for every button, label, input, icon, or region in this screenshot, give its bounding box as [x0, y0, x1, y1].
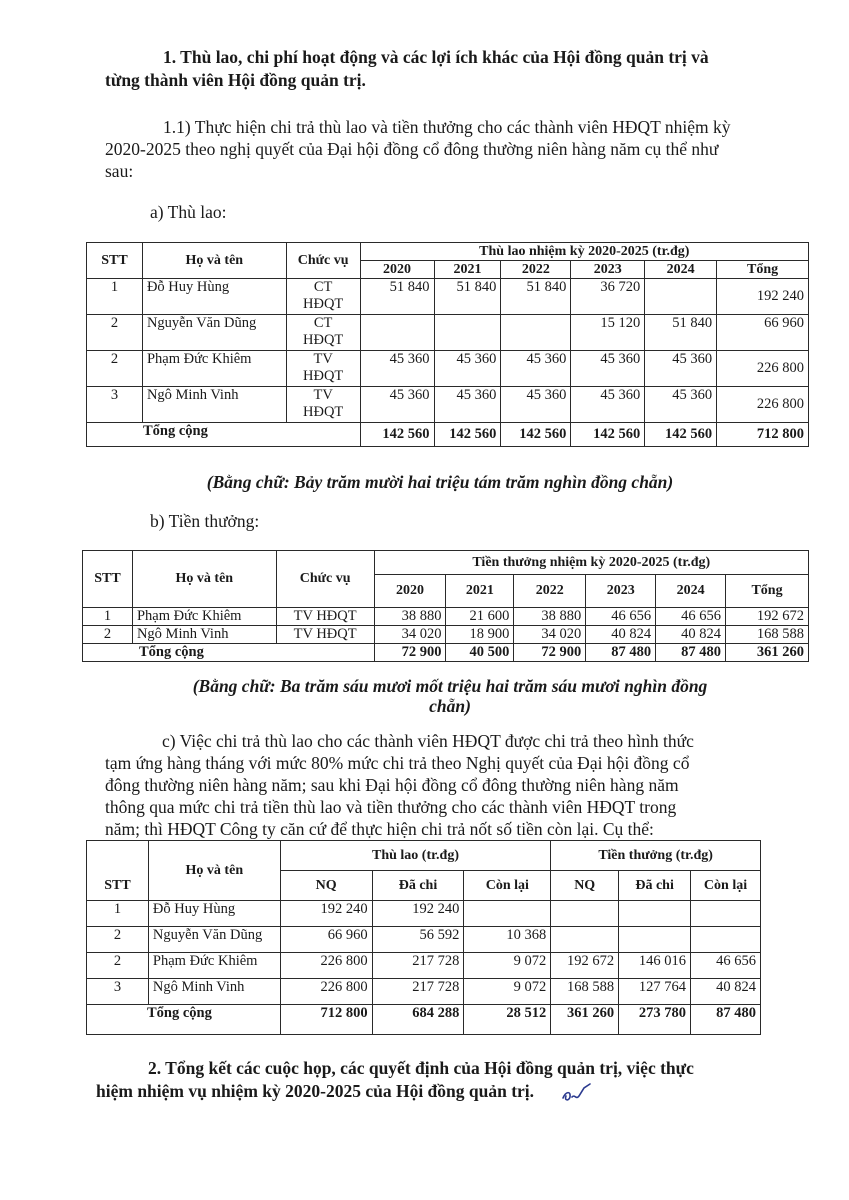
t3-cell-value [619, 927, 691, 953]
paragraph-c-line2: tạm ứng hàng tháng với mức 80% mức chi trả theo Nghị quyết của Đại hội đồng cổ [105, 753, 690, 773]
t1-cell-value [434, 315, 501, 351]
heading-1-line1: 1. Thù lao, chi phí hoạt động và các lợi ích khác của Hội đồng quản trị và [163, 47, 709, 67]
t1-cell-value [360, 315, 434, 351]
t1-cell-role [286, 387, 360, 423]
heading-2-line2: hiệm nhiệm vụ nhiệm kỳ 2020-2025 của Hội đồng quản trị. [96, 1081, 535, 1101]
t1-cell-value: 45 360 [645, 387, 717, 423]
t1-cell-value: 51 840 [434, 279, 501, 315]
t2-cell-name: Phạm Đức Khiêm [132, 608, 276, 626]
t3-cell-stt: 1 [87, 901, 149, 927]
section-b-label: b) Tiền thưởng: [150, 511, 260, 531]
t3-header-remuneration: Thù lao (tr.đg) [280, 841, 551, 871]
t2-cell-value: 34 020 [374, 626, 446, 644]
t3-cell-value [691, 927, 761, 953]
table-row [87, 901, 761, 927]
t1-cell-stt: 2 [87, 315, 143, 351]
t3-cell-value [464, 901, 551, 927]
paragraph-1-1-line3: sau: [105, 161, 134, 181]
t3-sub-paid: Đã chi [619, 871, 691, 901]
t2-header-role: Chức vụ [276, 551, 374, 608]
t1-cell-name: Đỗ Huy Hùng [142, 279, 286, 315]
t3-total-label: Tổng cộng [87, 1005, 281, 1035]
t1-cell-value: 45 360 [360, 351, 434, 387]
role-line: CT [313, 279, 333, 295]
t3-cell-value [691, 901, 761, 927]
t3-cell-value: 168 588 [551, 979, 619, 1005]
t3-sub-paid: Đã chi [372, 871, 464, 901]
t1-cell-value: 45 360 [434, 351, 501, 387]
t3-cell-value: 192 240 [372, 901, 464, 927]
remuneration-table [86, 242, 809, 447]
t2-cell-name: Ngô Minh Vinh [132, 626, 276, 644]
amount-in-words-2-line1: (Bằng chữ: Ba trăm sáu mươi mốt triệu hai trăm sáu mươi nghìn đồng [192, 676, 708, 696]
t1-total-value: 712 800 [717, 423, 809, 447]
t3-sub-remaining: Còn lại [691, 871, 761, 901]
t1-header-role: Chức vụ [286, 243, 360, 279]
paragraph-c-line4: thông qua mức chi trả tiền thù lao và tiền thưởng cho các thành viên HĐQT trong [105, 797, 677, 817]
t2-cell-role: TV HĐQT [276, 608, 374, 626]
table-row [87, 315, 809, 351]
t1-cell-value: 45 360 [501, 351, 571, 387]
t3-header-bonus: Tiền thưởng (tr.đg) [551, 841, 761, 871]
t1-cell-value: 45 360 [360, 387, 434, 423]
t1-total-label: Tổng cộng [87, 423, 361, 447]
t1-header-year: 2022 [501, 261, 571, 279]
t1-cell-value: 45 360 [501, 387, 571, 423]
t3-cell-name: Nguyễn Văn Dũng [148, 927, 280, 953]
t3-cell-value [551, 901, 619, 927]
t3-total-value: 87 480 [691, 1005, 761, 1035]
t2-cell-total: 168 588 [726, 626, 809, 644]
section-heading-2 [148, 1058, 694, 1079]
t3-cell-value: 217 728 [372, 979, 464, 1005]
t3-cell-value [619, 901, 691, 927]
t3-cell-value: 56 592 [372, 927, 464, 953]
t1-cell-name: Phạm Đức Khiêm [142, 351, 286, 387]
t1-cell-total: 192 240 [717, 279, 809, 315]
t3-sub-nq: NQ [551, 871, 619, 901]
t1-cell-stt: 1 [87, 279, 143, 315]
t2-cell-value: 21 600 [446, 608, 514, 626]
t2-cell-value: 38 880 [374, 608, 446, 626]
table-row [87, 351, 809, 387]
t2-total-value: 361 260 [726, 644, 809, 662]
t2-total-value: 87 480 [586, 644, 656, 662]
t1-total-value: 142 560 [501, 423, 571, 447]
t3-cell-value: 226 800 [280, 953, 372, 979]
table-total-row [87, 1005, 761, 1035]
paragraph-1-1-line1: 1.1) Thực hiện chi trả thù lao và tiền thưởng cho các thành viên HĐQT nhiệm kỳ [163, 117, 731, 137]
paragraph-c-line3: đông thường niên hàng năm; sau khi Đại hội đồng cổ đông thường niên hàng năm [105, 775, 679, 795]
t1-cell-value [645, 279, 717, 315]
t2-cell-value: 40 824 [656, 626, 726, 644]
t2-cell-role: TV HĐQT [276, 626, 374, 644]
t3-cell-value: 192 672 [551, 953, 619, 979]
t1-cell-stt: 3 [87, 387, 143, 423]
amount-in-words-1: (Bằng chữ: Bảy trăm mười hai triệu tám trăm nghìn đồng chẵn) [206, 472, 674, 492]
heading-2-line1: 2. Tổng kết các cuộc họp, các quyết định của Hội đồng quản trị, việc thực [148, 1058, 694, 1078]
t3-cell-value: 192 240 [280, 901, 372, 927]
t2-header-year: 2023 [586, 575, 656, 608]
t2-cell-value: 34 020 [514, 626, 586, 644]
paragraph-1-1-line2: 2020-2025 theo nghị quyết của Đại hội đồng cổ đông thường niên hàng năm cụ thể như [105, 139, 719, 159]
t2-cell-stt: 2 [83, 626, 133, 644]
t1-total-value: 142 560 [360, 423, 434, 447]
paragraph-1-1 [163, 116, 731, 138]
t3-header-name: Họ và tên [148, 841, 280, 901]
t3-cell-value: 9 072 [464, 953, 551, 979]
t1-cell-value: 45 360 [571, 351, 645, 387]
t3-cell-stt: 2 [87, 927, 149, 953]
t1-cell-role [286, 315, 360, 351]
t2-total-value: 87 480 [656, 644, 726, 662]
table-row [83, 626, 809, 644]
role-line: TV [313, 351, 333, 367]
t1-total-value: 142 560 [434, 423, 501, 447]
t2-header-group: Tiền thưởng nhiệm kỳ 2020-2025 (tr.đg) [374, 551, 808, 575]
role-line: HĐQT [303, 404, 344, 420]
t3-sub-nq: NQ [280, 871, 372, 901]
t1-header-stt: STT [87, 243, 143, 279]
t1-cell-total: 66 960 [717, 315, 809, 351]
t1-header-year: 2021 [434, 261, 501, 279]
t3-cell-value: 66 960 [280, 927, 372, 953]
table-row [87, 279, 809, 315]
t3-header-stt: STT [87, 841, 149, 901]
paragraph-c [162, 730, 694, 752]
role-line: HĐQT [303, 368, 344, 384]
t3-cell-stt: 3 [87, 979, 149, 1005]
t3-cell-value: 226 800 [280, 979, 372, 1005]
t1-total-value: 142 560 [571, 423, 645, 447]
t3-cell-value: 127 764 [619, 979, 691, 1005]
paragraph-c-line1: c) Việc chi trả thù lao cho các thành viên HĐQT được chi trả theo hình thức [162, 731, 694, 751]
t3-cell-value: 217 728 [372, 953, 464, 979]
table-row [87, 953, 761, 979]
t1-cell-name: Nguyễn Văn Dũng [142, 315, 286, 351]
t3-cell-name: Ngô Minh Vinh [148, 979, 280, 1005]
section-heading-1 [163, 47, 709, 68]
t2-cell-value: 46 656 [586, 608, 656, 626]
t3-cell-value: 9 072 [464, 979, 551, 1005]
role-line: HĐQT [303, 332, 344, 348]
t1-header-group: Thù lao nhiệm kỳ 2020-2025 (tr.đg) [360, 243, 808, 261]
role-line: HĐQT [303, 296, 344, 312]
t3-total-value: 28 512 [464, 1005, 551, 1035]
t2-total-value: 72 900 [514, 644, 586, 662]
t2-cell-value: 38 880 [514, 608, 586, 626]
t1-cell-name: Ngô Minh Vinh [142, 387, 286, 423]
t2-header-stt: STT [83, 551, 133, 608]
t1-cell-value: 51 840 [501, 279, 571, 315]
t3-cell-value: 46 656 [691, 953, 761, 979]
t2-cell-total: 192 672 [726, 608, 809, 626]
role-line: CT [313, 315, 333, 331]
t3-cell-name: Đỗ Huy Hùng [148, 901, 280, 927]
t1-cell-total: 226 800 [717, 351, 809, 387]
t2-header-year: 2024 [656, 575, 726, 608]
t1-cell-value: 51 840 [360, 279, 434, 315]
t1-cell-value: 45 360 [645, 351, 717, 387]
t1-cell-value: 45 360 [571, 387, 645, 423]
t3-cell-stt: 2 [87, 953, 149, 979]
paragraph-c-cont [105, 752, 689, 840]
amount-in-words-2-line2: chẵn) [429, 696, 471, 716]
t3-cell-value: 10 368 [464, 927, 551, 953]
t2-total-value: 72 900 [374, 644, 446, 662]
section-a-label: a) Thù lao: [150, 202, 227, 222]
t2-total-label: Tổng cộng [83, 644, 375, 662]
payment-status-table [86, 840, 761, 1035]
t3-cell-name: Phạm Đức Khiêm [148, 953, 280, 979]
t2-header-total: Tổng [726, 575, 809, 608]
paragraph-c-line5: năm; thì HĐQT Công ty căn cứ để thực hiện chi trả nốt số tiền còn lại. Cụ thể: [105, 819, 654, 839]
bonus-table [82, 550, 809, 662]
t2-cell-value: 46 656 [656, 608, 726, 626]
t1-total-value: 142 560 [645, 423, 717, 447]
t1-cell-value: 51 840 [645, 315, 717, 351]
t1-cell-value [501, 315, 571, 351]
heading-1-line2: từng thành viên Hội đồng quản trị. [105, 70, 366, 90]
table-total-row [83, 644, 809, 662]
t3-total-value: 712 800 [280, 1005, 372, 1035]
t1-cell-value: 45 360 [434, 387, 501, 423]
t1-cell-role [286, 279, 360, 315]
table-row [87, 927, 761, 953]
table-row [83, 608, 809, 626]
t3-cell-value: 146 016 [619, 953, 691, 979]
t3-total-value: 361 260 [551, 1005, 619, 1035]
t2-header-name: Họ và tên [132, 551, 276, 608]
t3-cell-value: 40 824 [691, 979, 761, 1005]
t1-cell-role [286, 351, 360, 387]
t2-cell-value: 18 900 [446, 626, 514, 644]
t3-cell-value [551, 927, 619, 953]
t1-cell-total: 226 800 [717, 387, 809, 423]
t2-header-year: 2020 [374, 575, 446, 608]
amount-in-words-2 [110, 676, 790, 716]
t2-cell-stt: 1 [83, 608, 133, 626]
t1-header-year: 2020 [360, 261, 434, 279]
t3-sub-remaining: Còn lại [464, 871, 551, 901]
t1-header-year: 2023 [571, 261, 645, 279]
t3-total-value: 684 288 [372, 1005, 464, 1035]
t1-cell-value: 36 720 [571, 279, 645, 315]
t1-header-name: Họ và tên [142, 243, 286, 279]
t1-cell-value: 15 120 [571, 315, 645, 351]
initial-signature-mark [560, 1082, 600, 1104]
table-row [87, 387, 809, 423]
section-heading-2-cont [96, 1081, 534, 1102]
t2-total-value: 40 500 [446, 644, 514, 662]
t2-cell-value: 40 824 [586, 626, 656, 644]
t2-header-year: 2021 [446, 575, 514, 608]
t3-total-value: 273 780 [619, 1005, 691, 1035]
t2-header-year: 2022 [514, 575, 586, 608]
role-line: TV [313, 387, 333, 403]
table-total-row [87, 423, 809, 447]
paragraph-1-1-cont [105, 138, 718, 182]
table-row [87, 979, 761, 1005]
t1-header-total: Tổng [717, 261, 809, 279]
t1-header-year: 2024 [645, 261, 717, 279]
t1-cell-stt: 2 [87, 351, 143, 387]
section-heading-1-cont [105, 70, 366, 91]
